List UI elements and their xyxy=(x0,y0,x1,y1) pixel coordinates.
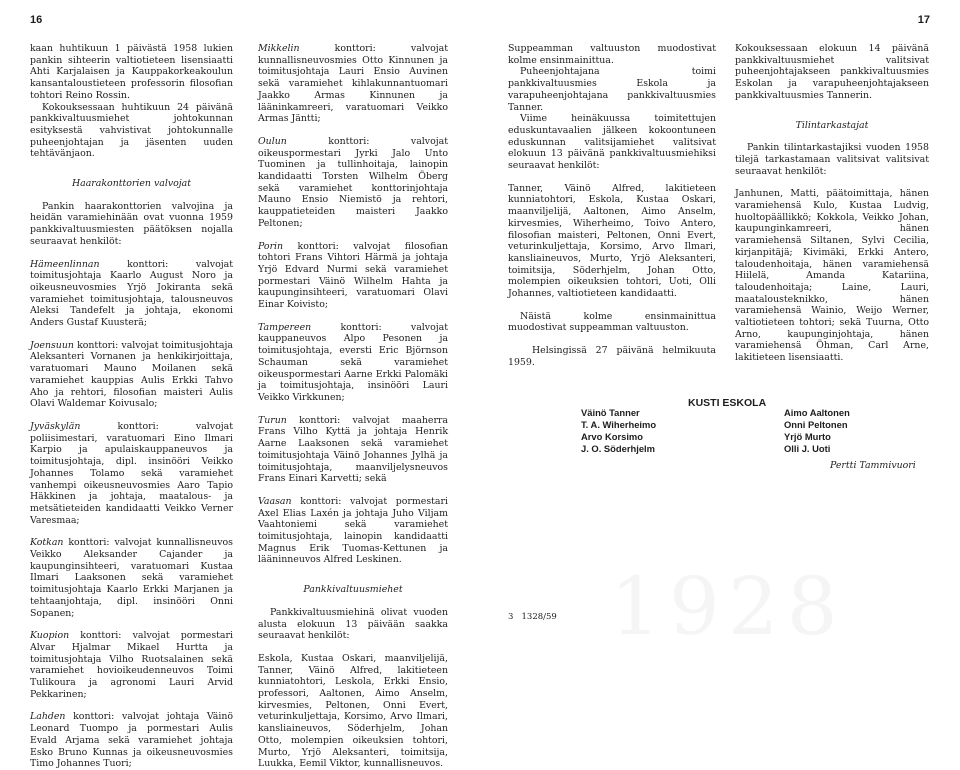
signature-name: T. A. Wiherheimo xyxy=(581,419,657,430)
branch-entry: Tampereen konttori: valvojat kauppaneuvos Alpo Pesonen ja toimitusjohtaja, eversti Eric Björnson Schauman sekä varamiehet oikeuspormestari Aarne Erkki Palomäki ja toimitusjohtaja, insinööri Lauri Veikko Virkkunen; xyxy=(258,321,448,403)
paragraph: Puheenjohtajana toimi pankkivaltuusmies Eskola ja varapuheenjohtajana pankkivaltuusmies Tanner. xyxy=(508,66,716,113)
page-number-left: 16 xyxy=(30,14,43,26)
branch-entry: Vaasan konttori: valvojat pormestari Axel Elias Laxén ja johtaja Juho Viljam Vaahtoniemi sekä varamiehet toimitusjohtaja, lainopin kandidaatti Magnus Erik Tuomas-Kettunen ja lääninneuvos Alfred Leskinen. xyxy=(258,495,448,566)
branch-entry: Kuopion konttori: valvojat pormestari Alvar Hjalmar Mikael Hurtta ja toimitusjohtaja Vilho Ruotsalainen sekä varamiehet hovioikeudenneuvos Toimi Tulikoura ja agronomi Lauri Arvid Pekkarinen; xyxy=(30,630,233,700)
paragraph: Pankkivaltuusmiehinä olivat vuoden alusta elokuun 13 päivään saakka seuraavat henkilöt: xyxy=(258,606,448,642)
branch-entry: Mikkelin konttori: valvojat kunnallisneuvosmies Otto Kinnunen ja toimitusjohtaja Lauri Ensio Auvinen sekä varamiehet kihlakunnantuomari Jaakko Armas Kinnunen ja lääninkamreeri, varatuomari Veikko Armas Jäntti; xyxy=(258,43,448,125)
branch-entry: Lahden konttori: valvojat johtaja Väinö Leonard Tuompo ja pormestari Aulis Evald Arjama sekä varamiehet johtaja Esko Bruno Kunnas ja oikeusneuvosmies Timo Johannes Tuori; xyxy=(30,711,233,770)
date-line: Helsingissä 27 päivänä helmikuuta 1959. xyxy=(508,345,716,368)
member-list: Eskola, Kustaa Oskari, maanviljelijä, Tanner, Väinö Alfred, lakitieteen kunniatohtori, Leskola, Erkki Ensio, professori, Aaltonen, Aimo Anselm, kirvesmies, Peltonen, Onni Evert, veturinkuljettaja, Korsimo, Arvo Ilmari, kansliaineuvos, Söderhjelm, Johan Otto, molempien oikeuksien tohtori, Murto, Yrjö Aleksanteri, toimitsija, Luukka, Eemil Viktor, kunnallisneuvos. xyxy=(258,652,448,770)
paragraph: Pankin tilintarkastajiksi vuoden 1958 tilejä tarkastamaan valitsivat valitsivat seuraavat henkilöt: xyxy=(735,142,929,177)
signature-secretary: Pertti Tammivuori xyxy=(830,460,916,471)
paragraph: Näistä kolme ensinmainittua muodostivat suppeamman valtuuston. xyxy=(508,310,716,334)
signature-chairman: KUSTI ESKOLA xyxy=(688,397,767,409)
branch-entry: Oulun konttori: valvojat oikeuspormestari Jyrki Jalo Unto Tuominen ja tullinhoitaja, lainopin kandidaatti Torsten Wilhelm Öberg sekä varamiehet konttorinjohtaja Mauno Ensio Niemistö ja rehtori, kauppatieteiden maisteri Jaakko Peltonen; xyxy=(258,135,448,229)
paragraph: Kokouksessaan elokuun 14 päivänä pankkivaltuusmiehet valitsivat puheenjohtajakseen pankkivaltuusmies Eskolan ja varapuheenjohtajakseen pankkivaltuusmies Tannerin. xyxy=(735,43,929,101)
print-mark: 3 1328/59 xyxy=(508,612,557,622)
column-4 xyxy=(735,43,929,364)
paragraph: Viime heinäkuussa toimitettujen eduskuntavaalien jälkeen kokoontuneen eduskunnan valitsijamiehet valitsivat elokuun 13 päivänä pankkivaltuusmiehiksi seuraavat henkilöt: xyxy=(508,113,716,172)
column-1 xyxy=(30,43,233,770)
section-heading: Pankkivaltuusmiehet xyxy=(303,584,403,596)
page-number-right: 17 xyxy=(917,14,930,26)
signature-name: Arvo Korsimo xyxy=(581,431,643,442)
branch-entry: Turun konttori: valvojat maaherra Frans Vilho Kyttä ja johtaja Henrik Aarne Laaksonen sekä varamiehet toimitusjohtaja Väinö Johannes Jylhä ja toimitusjohtaja, maanviljelysneuvos Frans Einari Karvetti; sekä xyxy=(258,414,448,485)
signature-name: J. O. Söderhjelm xyxy=(581,443,655,454)
signature-name: Onni Peltonen xyxy=(784,419,848,430)
bleed-through-watermark xyxy=(610,560,846,653)
branch-entry: Kotkan konttori: valvojat kunnallisneuvos Veikko Aleksander Cajander ja kaupunginsihteeri, varatuomari Kustaa Ilmari Laaksonen sekä varamiehet toimitusjohtaja Kaarlo Erkki Marjanen ja tehtaanjohtaja, dipl. insinööri Onni Sopanen; xyxy=(30,537,233,619)
branch-entry: Joensuun konttori: valvojat toimitusjohtaja Aleksanteri Vornanen ja henkikirjoittaja, varatuomari Mauno Moilanen sekä varamiehet kauppias Aulis Erkki Tahvo Aho ja rehtori, filosofian maisteri Aulis Olavi Waldemar Koivusalo; xyxy=(30,339,233,410)
signature-name: Aimo Aaltonen xyxy=(784,407,850,418)
signature-name: Väinö Tanner xyxy=(581,407,640,418)
signatures-right xyxy=(784,407,850,455)
section-heading: Haarakonttorien valvojat xyxy=(71,178,192,190)
column-2 xyxy=(258,43,448,770)
column-3 xyxy=(508,43,716,369)
paragraph: kaan huhtikuun 1 päivästä 1958 lukien pankin sihteerin valtiotieteen lisensiaatti Ahti Karjalaisen ja Kauppakorkeakoulun kansantaloustieteen professorin filosofian tohtori Reino Rossin. xyxy=(30,43,233,101)
auditor-list: Janhunen, Matti, päätoimittaja, hänen varamiehensä Kulo, Kustaa Ludvig, huoltopäällikkö; Kokkola, Veikko Johan, kaupunginkamreeri, hänen varamiehensä Siltanen, Sylvi Cecilia, kirjanpitäjä; Kivimäki, Erkki Antero, taloudenhoitaja, hänen varamiehensä Hiilelä, Amanda Katariina, taloudenhoitaja; Laine, Lauri, maatalousteknikko, hänen varamiehensä Wainio, Weijo Werner, valtiotieteen tohtori; sekä Tuurna, Otto Arno, kaupunginjohtaja, hänen varamiehensä Öhman, Carl Arne, lakitieteen lisensiaatti. xyxy=(735,188,929,364)
signature-name: Olli J. Uoti xyxy=(784,443,831,454)
branch-entry: Hämeenlinnan konttori: valvojat toimitusjohtaja Kaarlo August Noro ja oikeusneuvosmies Yrjö Jokiranta sekä varamiehet toimitusjohtaja, talousneuvos Aleksi Tandefelt ja johtaja, ekonomi Anders Gustaf Kuusterä; xyxy=(30,258,233,329)
section-heading: Tilintarkastajat xyxy=(795,119,869,131)
paragraph: Suppeamman valtuuston muodostivat kolme ensinmainittua. xyxy=(508,43,716,66)
branch-entry: Jyväskylän konttori: valvojat poliisimestari, varatuomari Eino Ilmari Karpio ja apulaiskauppaneuvos ja toimitusjohtaja, dipl. insinööri Veikko Johannes Tolamo sekä varamiehet vanhempi oikeusneuvosmies Aaro Tapio Häkkinen ja johtaja, maatalous- ja metsätieteiden kandidaatti Veikko Verner Varesmaa; xyxy=(30,420,233,526)
signatures-left xyxy=(581,407,656,455)
paragraph: Pankin haarakonttorien valvojina ja heidän varamiehinään ovat vuonna 1959 pankkivaltuusmiesten päätöksen nojalla seuraavat henkilöt: xyxy=(30,200,233,247)
paragraph: Kokouksessaan huhtikuun 24 päivänä pankkivaltuusmiehet johtokunnan esityksestä vahvistivat johtokunnalle puheenjohtajan ja jäsenten uuden tehtävänjaon. xyxy=(30,101,233,160)
branch-entry: Porin konttori: valvojat filosofian tohtori Frans Vihtori Härmä ja johtaja Yrjö Edvard Nurmi sekä varamiehet pormestari Väinö Wilhelm Hahta ja kaupunginsihteeri, varatuomari Olavi Einar Koivisto; xyxy=(258,240,448,311)
member-list: Tanner, Väinö Alfred, lakitieteen kunniatohtori, Eskola, Kustaa Oskari, maanviljelijä, Aaltonen, Aimo Anselm, kirvesmies, Wiherheimo, Toivo Antero, filosofian maisteri, Peltonen, Onni Evert, veturinkuljettaja, Korsimo, Arvo Ilmari, kansliaineuvos, Murto, Yrjö Aleksanteri, toimitsija, Söderhjelm, Johan Otto, molempien oikeuksien tohtori, Uoti, Olli Johannes, valtiotieteen kandidaatti. xyxy=(508,182,716,300)
signature-name: Yrjö Murto xyxy=(784,431,831,442)
